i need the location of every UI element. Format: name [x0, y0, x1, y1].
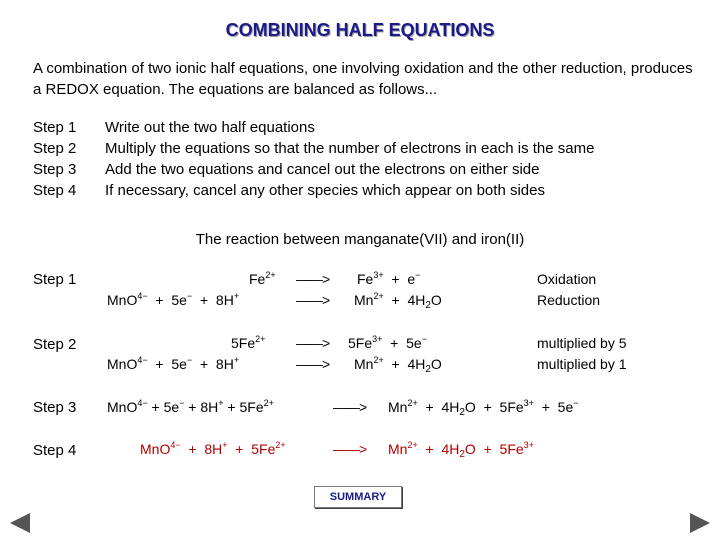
step-text: Add the two equations and cancel out the electrons on either side [105, 161, 540, 178]
step-label: Step 3 [33, 161, 77, 178]
worked-step-label: Step 3 [33, 399, 77, 416]
equation-left: MnO$^{4-}$ + 5e− + 8H+ [107, 291, 240, 308]
equation-left: $5Fe^{2+}$ [231, 334, 266, 351]
reaction-heading: The reaction between manganate(VII) and iron(II) [195, 231, 525, 248]
worked-step-label: Step 4 [33, 442, 77, 459]
worked-step-label: Step 1 [33, 271, 77, 288]
next-slide-icon[interactable] [690, 513, 710, 533]
reaction-arrow: ——> [333, 399, 367, 415]
worked-step-label: Step 2 [33, 336, 77, 353]
summary-button[interactable]: SUMMARY [314, 486, 402, 508]
step-text: Write out the two half equations [105, 119, 315, 136]
equation-left: $MnO^{4-} + 5e^- + 8H^+ + 5Fe^{2+}$ [107, 398, 274, 415]
equation-right: $Mn^{2+} + 4H_2O$ [354, 291, 442, 311]
page-title: COMBINING HALF EQUATIONS [225, 20, 495, 40]
previous-slide-icon[interactable] [10, 513, 30, 533]
equation-right: $Mn^{2+} + 4H_2O + 5Fe^{3+} + 5e^-$ [388, 398, 579, 418]
equation-note: Oxidation [537, 271, 597, 287]
equation-right: $5Fe^{3+} + 5e^-$ [348, 334, 427, 351]
equation-left: $MnO^{4-} + 8H^+ + 5Fe^{2+}$ [140, 440, 286, 457]
reaction-arrow: ——> [296, 335, 330, 351]
step-label: Step 4 [33, 182, 77, 199]
equation-note: multiplied by 1 [537, 356, 627, 372]
equation-right: $Mn^{2+} + 4H_2O$ [354, 355, 442, 375]
equation-right: $Mn^{2+} + 4H_2O + 5Fe^{3+}$ [388, 440, 534, 460]
equation-left: $Fe^{2+}$ [249, 270, 276, 287]
step-text: Multiply the equations so that the number of electrons in each is the same [105, 140, 595, 157]
equation-left: MnO$^{4-}$ + 5e− + 8H+ [107, 355, 240, 372]
equation-right: $Fe^{3+} + e^-$ [357, 270, 421, 287]
reaction-arrow: ——> [296, 292, 330, 308]
intro-paragraph: A combination of two ionic half equations, one involving oxidation and the other reduction, produces a REDOX equation. The equations are balanced as follows... [33, 60, 693, 98]
step-label: Step 2 [33, 140, 77, 157]
equation-note: multiplied by 5 [537, 335, 627, 351]
equation-note: Reduction [537, 292, 601, 308]
reaction-arrow: ——> [296, 271, 330, 287]
step-text: If necessary, cancel any other species which appear on both sides [105, 182, 545, 199]
step-label: Step 1 [33, 119, 77, 136]
reaction-arrow: ——> [333, 441, 367, 457]
reaction-arrow: ——> [296, 356, 330, 372]
